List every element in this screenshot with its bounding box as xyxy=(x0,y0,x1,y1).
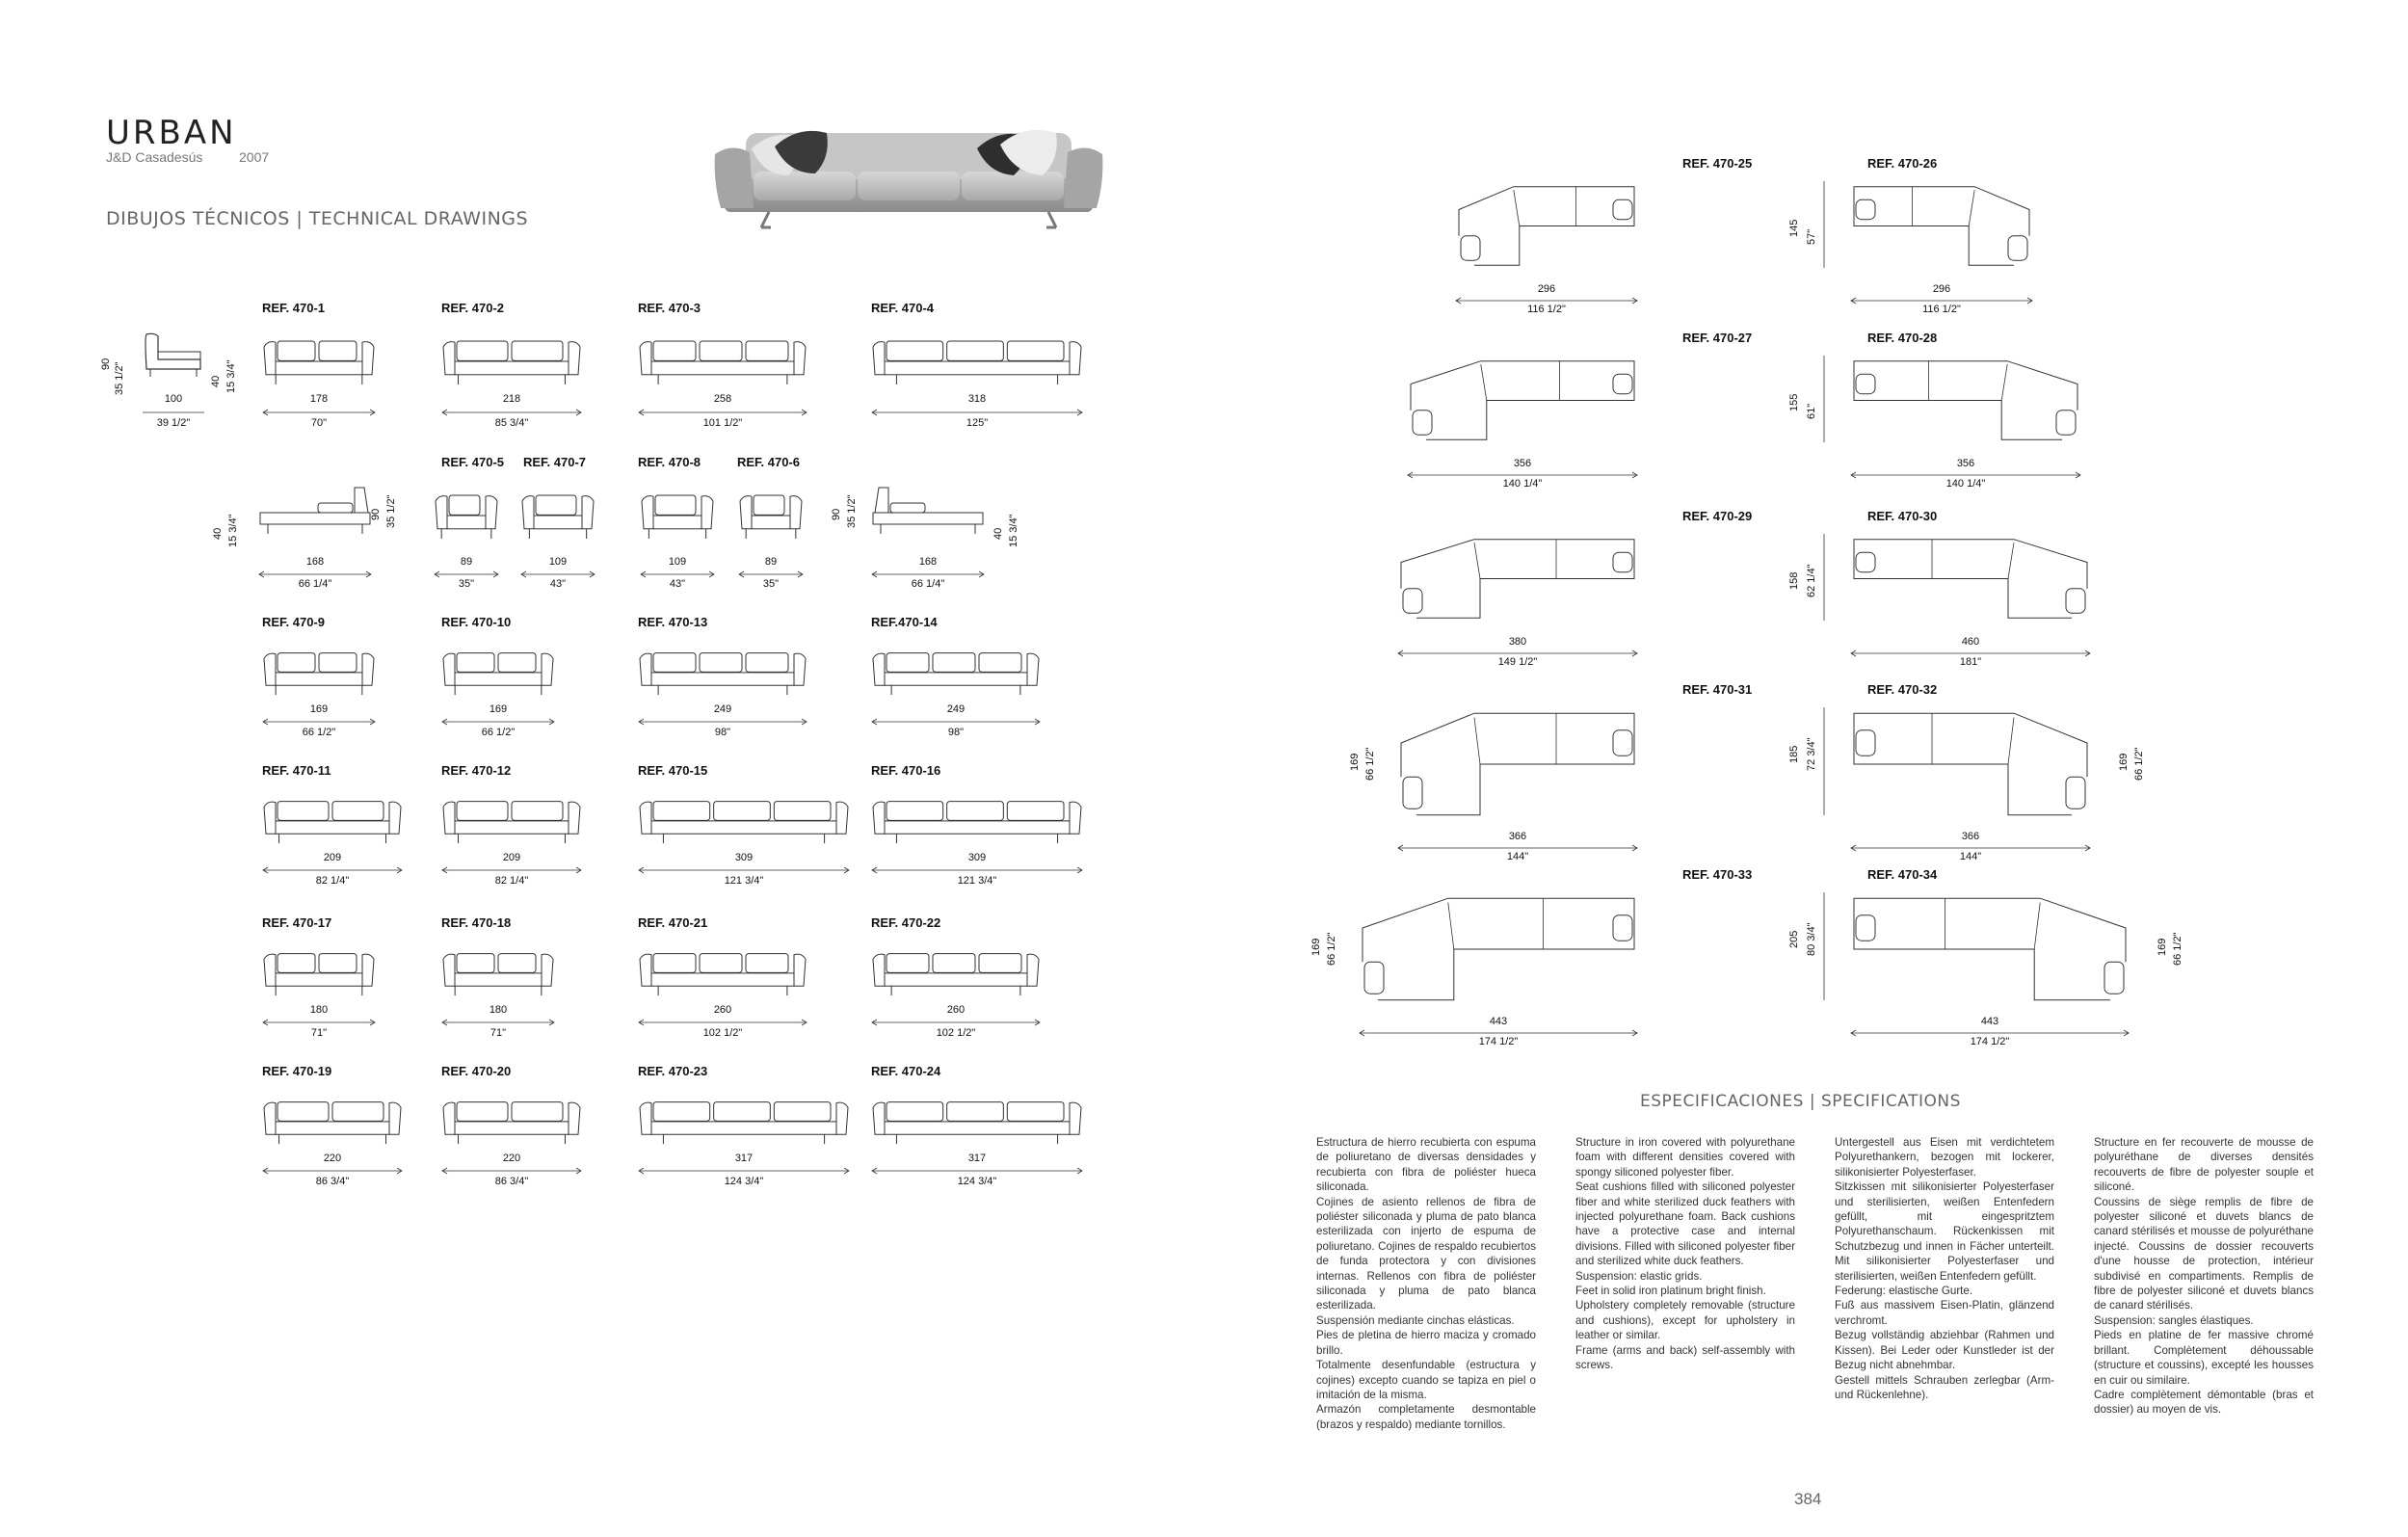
width-cm: 296 xyxy=(1537,283,1556,295)
sofa-front-drawing xyxy=(262,642,376,698)
width-in: 35" xyxy=(762,578,780,590)
width-in: 124 3/4" xyxy=(724,1176,764,1187)
spec-paragraph: Gestell mittels Schrauben zerlegbar (Arm- und Rückenlehne). xyxy=(1835,1373,2054,1401)
corner-sofa-drawing xyxy=(1850,711,2091,817)
depth-cm: 185 xyxy=(1788,745,1800,763)
width-in: 102 1/2" xyxy=(702,1027,743,1039)
width-cm: 249 xyxy=(713,703,732,715)
model-ref: REF. 470-1 xyxy=(262,301,326,315)
chaise-left-seat-cm: 40 xyxy=(212,527,224,540)
model-ref: REF. 470-25 xyxy=(1682,156,1753,171)
side-depth-in: 66 1/2" xyxy=(1364,747,1376,781)
spec-paragraph: Upholstery completely removable (structure and cushions), except for upholstery in leather or similar. xyxy=(1575,1299,1795,1342)
dimension-line xyxy=(262,1019,376,1026)
sofa-front-drawing xyxy=(638,642,807,698)
depth-in: 62 1/4" xyxy=(1806,564,1817,597)
spec-paragraph: Bezug vollständig abziehbar (Rahmen und Kissen). Bei Leder oder Kunstleder ist der Bezug nicht abnehmbar. xyxy=(1835,1329,2054,1372)
chair-front-drawing xyxy=(434,484,499,542)
width-in: 125" xyxy=(966,417,989,429)
depth-in: 61" xyxy=(1806,403,1817,419)
depth-dimension-line xyxy=(1820,534,1828,621)
width-cm: 178 xyxy=(309,393,329,405)
model-ref: REF. 470-9 xyxy=(262,615,326,629)
sofa-front-drawing xyxy=(262,1091,403,1147)
model-ref: REF. 470-20 xyxy=(441,1064,512,1078)
width-cm: 443 xyxy=(1980,1016,1999,1027)
chair-front-drawing xyxy=(640,484,715,542)
width-cm: 309 xyxy=(734,852,754,863)
spec-paragraph: Suspensión mediante cinchas elásticas. xyxy=(1316,1313,1515,1327)
spec-paragraph: Coussins de siège remplis de fibre de polyester siliconé et duvets blancs de canard stérilisés et mousse de polyuréthane injecté. Coussins de dossier recouverts d'une housse de protection, intérieur subdivisé en compartiments. Remplis de fibre de polyester siliconé et duvets blancs de canard stérilisés. xyxy=(2094,1195,2314,1312)
model-ref: REF. 470-17 xyxy=(262,915,332,930)
chaise-right-seat-cm: 40 xyxy=(992,527,1004,540)
model-ref: REF. 470-15 xyxy=(638,763,708,778)
spec-paragraph: Pieds en platine de fer massive chromé brillant. Complètement déhoussable (structure et coussins), excepté les housses en cuir ou similaire. xyxy=(2094,1329,2314,1387)
spec-paragraph: Armazón completamente desmontable (brazos y respaldo) mediante tornillos. xyxy=(1316,1403,1536,1431)
spec-paragraph: Estructura de hierro recubierta con espuma de poliuretano de diversas densidades y recubierta con fibra de poliéster hueca siliconada. xyxy=(1316,1136,1536,1194)
width-in: 149 1/2" xyxy=(1497,656,1538,668)
dimension-line xyxy=(871,409,1083,416)
spec-paragraph: Suspension: elastic grids. xyxy=(1575,1269,1703,1283)
width-cm: 180 xyxy=(309,1004,329,1016)
side-depth-cm: 169 xyxy=(2118,753,2130,771)
width-cm: 180 xyxy=(489,1004,508,1016)
spec-paragraph: Pies de pletina de hierro maciza y cromado brillo. xyxy=(1316,1329,1536,1357)
spec-paragraph: Structure en fer recouverte de mousse de polyuréthane de diverses densités recouverts de fibre de polyester souple et siliconé. xyxy=(2094,1136,2314,1194)
spec-paragraph: Untergestell aus Eisen mit verdichtetem Polyurethankern, bezogen mit lockerer, silikonisierter Polyesterfaser. xyxy=(1835,1136,2054,1179)
width-in: 71" xyxy=(490,1027,507,1039)
dimension-line xyxy=(638,1167,850,1175)
section-title: DIBUJOS TÉCNICOS | TECHNICAL DRAWINGS xyxy=(106,208,529,229)
sofa-front-drawing xyxy=(871,330,1083,387)
width-cm: 218 xyxy=(502,393,521,405)
width-in: 174 1/2" xyxy=(1478,1036,1519,1047)
model-ref: REF. 470-7 xyxy=(523,455,587,469)
side-depth-in: 66 1/2" xyxy=(2133,747,2145,781)
width-cm: 169 xyxy=(309,703,329,715)
chaise-left-height-in: 35 1/2" xyxy=(385,494,397,528)
armchair-side-drawing xyxy=(143,331,204,388)
sofa-front-drawing xyxy=(262,942,376,998)
model-ref: REF. 470-27 xyxy=(1682,331,1753,345)
width-cm: 260 xyxy=(713,1004,732,1016)
model-ref: REF. 470-12 xyxy=(441,763,512,778)
side-depth-in: 66 1/2" xyxy=(1326,932,1337,966)
width-in: 121 3/4" xyxy=(957,875,997,887)
model-ref: REF. 470-6 xyxy=(737,455,801,469)
chaise-left-drawing xyxy=(258,484,372,542)
model-ref: REF. 470-2 xyxy=(441,301,505,315)
spec-paragraph: Seat cushions filled with siliconed polyester fiber and white sterilized duck feathers with injected polyurethane foam. Back cushions have a protective case and internal divisions. Filled with siliconed polyester fiber and sterilized white duck feathers. xyxy=(1575,1180,1795,1268)
spec-paragraph: Suspension: sangles élastiques. xyxy=(2094,1313,2254,1327)
width-cm: 318 xyxy=(967,393,987,405)
model-ref: REF. 470-4 xyxy=(871,301,935,315)
corner-sofa-drawing xyxy=(1850,896,2130,1002)
width-cm: 249 xyxy=(946,703,966,715)
width-cm: 89 xyxy=(764,556,778,568)
sofa-front-drawing xyxy=(638,942,807,998)
width-cm: 296 xyxy=(1932,283,1951,295)
spec-column-fr xyxy=(2094,1135,2314,1418)
width-in: 35" xyxy=(458,578,475,590)
width-in: 140 1/4" xyxy=(1945,478,1986,490)
width-in: 144" xyxy=(1959,851,1982,862)
width-in: 66 1/4" xyxy=(911,578,945,590)
sofa-front-drawing xyxy=(262,790,403,846)
chaise-left-seat-in: 15 3/4" xyxy=(227,514,239,547)
depth-dimension-line xyxy=(1820,181,1828,268)
depth-cm: 158 xyxy=(1788,571,1800,590)
spec-paragraph: Cadre complètement démontable (bras et dossier) au moyen de vis. xyxy=(2094,1388,2314,1417)
corner-sofa-drawing xyxy=(1397,538,1638,620)
width-in: 121 3/4" xyxy=(724,875,764,887)
width-in: 98" xyxy=(714,727,731,738)
width-cm: 169 xyxy=(489,703,508,715)
sofa-front-drawing xyxy=(441,1091,582,1147)
corner-sofa-drawing xyxy=(1397,711,1638,817)
width-cm: 209 xyxy=(502,852,521,863)
width-cm: 109 xyxy=(548,556,568,568)
width-cm: 168 xyxy=(305,556,325,568)
chaise-right-height-cm: 90 xyxy=(831,508,842,520)
sofa-front-drawing xyxy=(441,330,582,387)
width-cm: 356 xyxy=(1513,458,1532,469)
width-cm: 109 xyxy=(668,556,687,568)
dimension-line xyxy=(441,409,582,416)
sofa-front-drawing xyxy=(871,1091,1083,1147)
side-depth-cm: 169 xyxy=(1310,938,1322,956)
width-in: 82 1/4" xyxy=(494,875,529,887)
width-in: 116 1/2" xyxy=(1922,304,1961,315)
width-cm: 366 xyxy=(1508,831,1527,842)
width-in: 66 1/4" xyxy=(298,578,332,590)
sofa-front-drawing xyxy=(638,790,850,846)
depth-in: 80 3/4" xyxy=(1806,922,1817,956)
sofa-front-drawing xyxy=(441,642,555,698)
sofa-front-drawing xyxy=(638,1091,850,1147)
page-number: 384 xyxy=(1794,1490,1822,1508)
width-cm: 209 xyxy=(323,852,342,863)
spec-paragraph: Frame (arms and back) self-assembly with screws. xyxy=(1575,1343,1795,1372)
depth-in: 57" xyxy=(1806,228,1817,245)
model-ref: REF. 470-19 xyxy=(262,1064,332,1078)
chair-front-drawing xyxy=(520,484,595,542)
spec-paragraph: Federung: elastische Gurte. xyxy=(1835,1285,1973,1298)
corner-sofa-drawing xyxy=(1359,896,1638,1002)
dimension-line xyxy=(638,866,850,874)
sofa-front-drawing xyxy=(262,330,376,387)
width-cm: 89 xyxy=(460,556,473,568)
model-ref: REF. 470-3 xyxy=(638,301,701,315)
depth-dimension-line xyxy=(1820,892,1828,1000)
armchair-width-in: 39 1/2" xyxy=(156,417,191,429)
model-ref: REF. 470-18 xyxy=(441,915,512,930)
width-cm: 317 xyxy=(734,1153,754,1164)
width-in: 70" xyxy=(310,417,328,429)
width-in: 66 1/2" xyxy=(302,727,336,738)
depth-dimension-line xyxy=(1820,707,1828,815)
spec-paragraph: Fuß aus massivem Eisen-Platin, glänzend verchromt. xyxy=(1835,1299,2054,1327)
depth-in: 72 3/4" xyxy=(1806,737,1817,771)
width-cm: 443 xyxy=(1489,1016,1508,1027)
dimension-line xyxy=(738,570,804,578)
width-in: 124 3/4" xyxy=(957,1176,997,1187)
dimension-line xyxy=(871,718,1041,726)
corner-sofa-drawing xyxy=(1850,185,2033,267)
width-in: 86 3/4" xyxy=(315,1176,350,1187)
width-in: 86 3/4" xyxy=(494,1176,529,1187)
design-year: 2007 xyxy=(239,149,270,165)
chaise-right-seat-in: 15 3/4" xyxy=(1008,514,1019,547)
model-ref: REF. 470-23 xyxy=(638,1064,708,1078)
dimension-line xyxy=(638,409,807,416)
armchair-seat-cm: 40 xyxy=(210,375,222,387)
corner-sofa-drawing xyxy=(1455,185,1638,267)
side-depth-cm: 169 xyxy=(1349,753,1361,771)
width-in: 43" xyxy=(669,578,686,590)
model-ref: REF. 470-31 xyxy=(1682,682,1753,697)
model-ref: REF. 470-16 xyxy=(871,763,941,778)
width-in: 43" xyxy=(549,578,567,590)
depth-dimension-line xyxy=(1820,356,1828,442)
side-depth-in: 66 1/2" xyxy=(2172,932,2183,966)
width-in: 116 1/2" xyxy=(1527,304,1566,315)
depth-cm: 155 xyxy=(1788,393,1800,411)
width-in: 140 1/4" xyxy=(1502,478,1543,490)
spec-paragraph: Cojines de asiento rellenos de fibra de poliéster siliconada y pluma de pato blanca esterilizada con injerto de espuma de poliuretano. Cojines de respaldo recubiertos de funda protectora y con divisiones internas. Rellenos con fibra de poliéster siliconada y pluma de pato blanca esterilizada. xyxy=(1316,1195,1536,1312)
dimension-line xyxy=(638,718,807,726)
sofa-front-drawing xyxy=(441,942,555,998)
width-cm: 258 xyxy=(713,393,732,405)
width-in: 102 1/2" xyxy=(936,1027,976,1039)
sofa-front-drawing xyxy=(871,642,1041,698)
designer-name: J&D Casadesús xyxy=(106,149,203,165)
width-cm: 356 xyxy=(1956,458,1975,469)
model-ref: REF. 470-22 xyxy=(871,915,941,930)
chaise-right-height-in: 35 1/2" xyxy=(846,494,858,528)
width-cm: 220 xyxy=(502,1153,521,1164)
chaise-right-drawing xyxy=(871,484,985,542)
model-ref: REF. 470-33 xyxy=(1682,867,1753,882)
sofa-front-drawing xyxy=(441,790,582,846)
dimension-line xyxy=(262,866,403,874)
sofa-hero-image xyxy=(711,114,1106,233)
spec-paragraph: Feet in solid iron platinum bright finish. xyxy=(1575,1285,1766,1298)
model-ref: REF. 470-5 xyxy=(441,455,505,469)
dimension-line xyxy=(258,570,372,578)
width-in: 101 1/2" xyxy=(702,417,743,429)
chair-front-drawing xyxy=(738,484,804,542)
spec-paragraph: Structure in iron covered with polyurethane foam with different densities covered with spongy siliconed polyester fiber. xyxy=(1575,1136,1795,1179)
corner-sofa-drawing xyxy=(1850,359,2081,441)
spec-column-de xyxy=(1835,1135,2054,1402)
dimension-line xyxy=(434,570,499,578)
corner-sofa-drawing xyxy=(1850,538,2091,620)
specifications-heading: ESPECIFICACIONES | SPECIFICATIONS xyxy=(1640,1092,1961,1111)
model-ref: REF. 470-21 xyxy=(638,915,708,930)
model-ref: REF. 470-13 xyxy=(638,615,708,629)
dimension-line xyxy=(640,570,715,578)
dimension-line xyxy=(871,1019,1041,1026)
spec-paragraph: Totalmente desenfundable (estructura y cojines) excepto cuando se tapiza en piel o imitación de la misma. xyxy=(1316,1359,1536,1401)
dimension-line xyxy=(441,866,582,874)
model-ref: REF. 470-34 xyxy=(1867,867,1938,882)
dimension-line xyxy=(441,1167,582,1175)
dimension-line xyxy=(262,718,376,726)
depth-cm: 145 xyxy=(1788,219,1800,237)
width-cm: 317 xyxy=(967,1153,987,1164)
side-depth-cm: 169 xyxy=(2157,938,2168,956)
dimension-line xyxy=(441,718,555,726)
width-cm: 168 xyxy=(918,556,938,568)
model-ref: REF. 470-8 xyxy=(638,455,701,469)
corner-sofa-drawing xyxy=(1407,359,1638,441)
dimension-line xyxy=(871,1167,1083,1175)
model-ref: REF.470-14 xyxy=(871,615,938,629)
width-cm: 309 xyxy=(967,852,987,863)
sofa-front-drawing xyxy=(871,942,1041,998)
sofa-front-drawing xyxy=(871,790,1083,846)
width-in: 98" xyxy=(947,727,965,738)
spec-paragraph: Sitzkissen mit silikonisierter Polyesterfaser und sterilisierten, weißen Entenfedern gefüllt, mit eingespritztem Polyurethanschaum. Rückenkissen mit Schutzbezug und innen in Fächer unterteilt. Mit silikonisierter Polyesterfaser und sterilisierten, weißen Entenfedern gefüllt. xyxy=(1835,1180,2054,1283)
width-cm: 260 xyxy=(946,1004,966,1016)
model-ref: REF. 470-29 xyxy=(1682,509,1753,523)
armchair-height-in: 35 1/2" xyxy=(114,361,125,395)
dimension-line xyxy=(441,1019,555,1026)
width-cm: 366 xyxy=(1961,831,1980,842)
model-ref: REF. 470-30 xyxy=(1867,509,1938,523)
depth-cm: 205 xyxy=(1788,930,1800,948)
collection-title: URBAN xyxy=(106,114,237,152)
model-ref: REF. 470-24 xyxy=(871,1064,941,1078)
chaise-left-height-cm: 90 xyxy=(370,508,382,520)
model-ref: REF. 470-28 xyxy=(1867,331,1938,345)
width-in: 174 1/2" xyxy=(1970,1036,2010,1047)
width-cm: 380 xyxy=(1508,636,1527,648)
width-in: 181" xyxy=(1959,656,1982,668)
width-cm: 460 xyxy=(1961,636,1980,648)
armchair-dim-line xyxy=(143,409,204,416)
dimension-line xyxy=(871,866,1083,874)
width-in: 144" xyxy=(1506,851,1529,862)
armchair-width-cm: 100 xyxy=(164,393,183,405)
width-in: 66 1/2" xyxy=(481,727,516,738)
dimension-line xyxy=(638,1019,807,1026)
model-ref: REF. 470-32 xyxy=(1867,682,1938,697)
dimension-line xyxy=(871,570,985,578)
model-ref: REF. 470-10 xyxy=(441,615,512,629)
dimension-line xyxy=(262,409,376,416)
sofa-front-drawing xyxy=(638,330,807,387)
spec-column-en xyxy=(1575,1135,1795,1373)
width-cm: 220 xyxy=(323,1153,342,1164)
model-ref: REF. 470-11 xyxy=(262,763,331,778)
dimension-line xyxy=(520,570,595,578)
armchair-height-cm: 90 xyxy=(100,358,112,370)
dimension-line xyxy=(262,1167,403,1175)
width-in: 85 3/4" xyxy=(494,417,529,429)
armchair-seat-in: 15 3/4" xyxy=(225,359,237,393)
width-in: 82 1/4" xyxy=(315,875,350,887)
model-ref: REF. 470-26 xyxy=(1867,156,1938,171)
spec-column-es xyxy=(1316,1135,1536,1432)
width-in: 71" xyxy=(310,1027,328,1039)
